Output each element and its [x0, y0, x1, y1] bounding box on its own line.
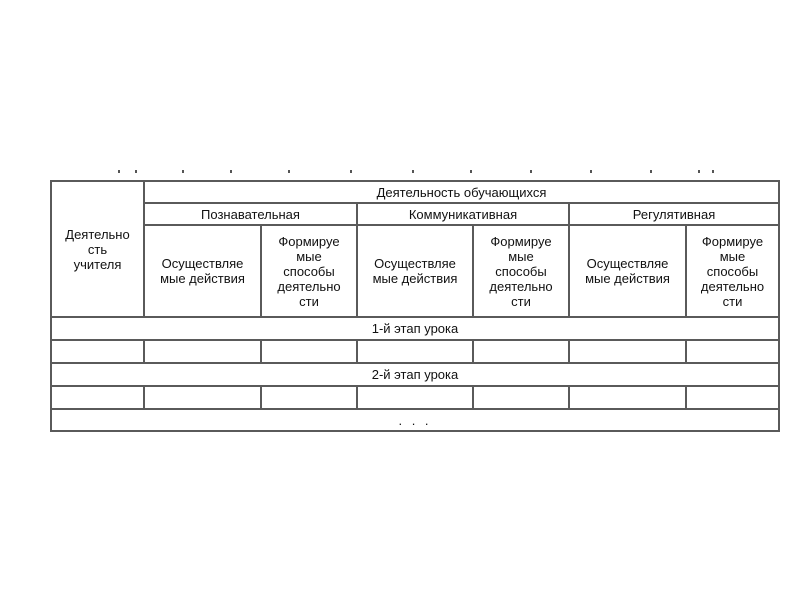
cognitive-methods-header: Формируе мые способы деятельно сти — [261, 225, 357, 317]
teacher-activity-header: Деятельно сть учителя — [51, 181, 144, 317]
empty-cell — [144, 340, 261, 363]
empty-cell — [473, 386, 569, 409]
stage-label-2: 2-й этап урока — [51, 363, 779, 386]
empty-row-1 — [51, 340, 779, 363]
cropped-text-fragment — [60, 168, 760, 176]
header-row-1 — [51, 181, 779, 203]
empty-cell — [686, 340, 779, 363]
category-regulatory: Регулятивная — [569, 203, 779, 225]
empty-cell — [569, 340, 686, 363]
empty-cell — [261, 386, 357, 409]
ellipsis-cell: . . . — [51, 409, 779, 431]
empty-cell — [51, 386, 144, 409]
header-row-3 — [51, 225, 779, 317]
empty-cell — [357, 340, 473, 363]
stage-row-1 — [51, 317, 779, 340]
empty-cell — [569, 386, 686, 409]
stage-row-2 — [51, 363, 779, 386]
empty-cell — [473, 340, 569, 363]
regulatory-methods-header: Формируе мые способы деятельно сти — [686, 225, 779, 317]
communicative-actions-header: Осуществляе мые действия — [357, 225, 473, 317]
empty-cell — [357, 386, 473, 409]
empty-cell — [51, 340, 144, 363]
empty-cell — [686, 386, 779, 409]
regulatory-actions-header: Осуществляе мые действия — [569, 225, 686, 317]
category-cognitive: Познавательная — [144, 203, 357, 225]
stage-label-1: 1-й этап урока — [51, 317, 779, 340]
students-activity-header: Деятельность обучающихся — [144, 181, 779, 203]
ellipsis-row — [51, 409, 779, 431]
header-row-2 — [51, 203, 779, 225]
communicative-methods-header: Формируе мые способы деятельно сти — [473, 225, 569, 317]
empty-cell — [261, 340, 357, 363]
empty-row-2 — [51, 386, 779, 409]
empty-cell — [144, 386, 261, 409]
category-communicative: Коммуникативная — [357, 203, 569, 225]
cognitive-actions-header: Осуществляе мые действия — [144, 225, 261, 317]
lesson-activity-table — [50, 180, 780, 432]
